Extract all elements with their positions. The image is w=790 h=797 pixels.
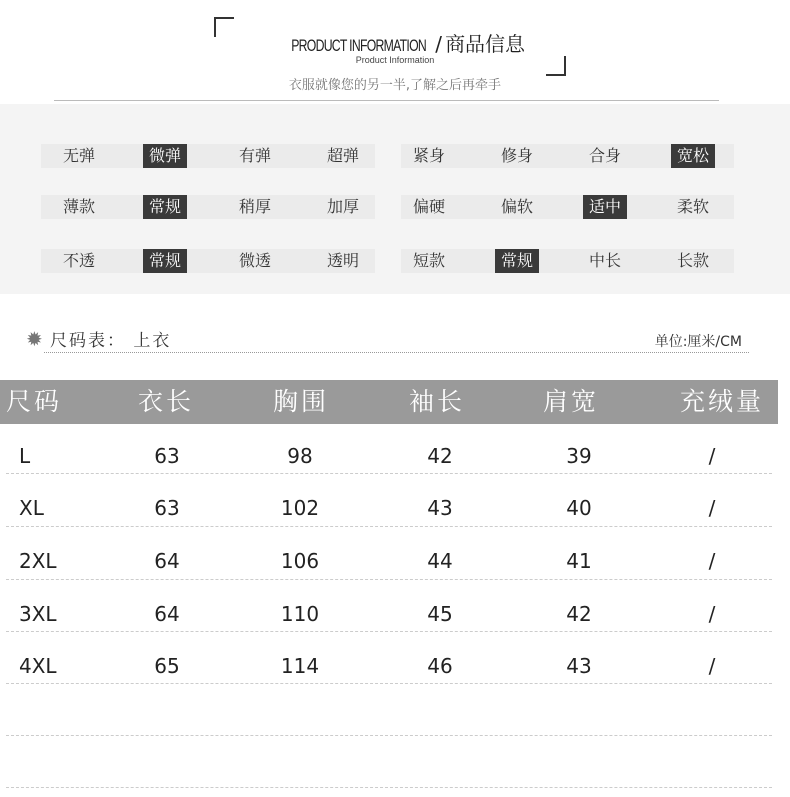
size-chart-title (26, 326, 171, 351)
table-cell: 42 (427, 444, 453, 468)
column-header: 充绒量 (680, 387, 765, 416)
table-row (0, 431, 778, 483)
attribute-option-selected: 常规 (143, 249, 187, 273)
table-cell: XL (19, 496, 44, 520)
attribute-option-selected: 常规 (495, 249, 539, 273)
attribute-option: 超弹 (326, 146, 359, 165)
attribute-option: 紧身 (412, 146, 445, 165)
table-cell: 2XL (19, 549, 57, 573)
row-divider (6, 787, 772, 788)
size-chart-title-text: 尺码表： 上衣 (50, 331, 172, 351)
table-cell: 98 (287, 444, 313, 468)
tagline: 衣服就像您的另一半,了解之后再牵手 (288, 78, 502, 93)
table-cell: 43 (427, 496, 453, 520)
table-cell: 65 (154, 654, 180, 678)
attribute-option: 修身 (500, 146, 533, 165)
table-cell: 41 (566, 549, 592, 573)
row-divider (6, 473, 772, 474)
size-table-header (0, 380, 778, 424)
attribute-panel (0, 104, 790, 294)
product-info-header (0, 0, 790, 120)
table-cell: 114 (280, 654, 320, 678)
column-header: 尺码 (6, 387, 63, 416)
table-cell: 39 (566, 444, 592, 468)
attribute-row (401, 249, 734, 273)
table-cell: 45 (427, 602, 453, 626)
attribute-option-selected: 常规 (143, 195, 187, 219)
attribute-option: 偏硬 (412, 197, 445, 216)
table-cell: L (19, 444, 31, 468)
title-english: PRODUCT INFORMATION (291, 36, 426, 55)
table-cell: 63 (154, 444, 180, 468)
attribute-option: 中长 (588, 251, 621, 270)
table-cell: 44 (427, 549, 453, 573)
row-divider (6, 526, 772, 527)
column-header: 肩宽 (543, 387, 600, 416)
table-cell: 64 (154, 549, 180, 573)
header-divider (54, 100, 719, 101)
attribute-option: 薄款 (62, 197, 95, 216)
row-divider (6, 735, 772, 736)
row-divider (6, 631, 772, 632)
attribute-option: 无弹 (62, 146, 95, 165)
attribute-option: 长款 (676, 251, 709, 270)
table-cell: 64 (154, 602, 180, 626)
table-row (0, 483, 778, 535)
attribute-row (401, 195, 734, 219)
attribute-option: 稍厚 (238, 197, 271, 216)
unit-label: 单位:厘米/CM (654, 334, 742, 350)
attribute-option: 短款 (412, 251, 445, 270)
attribute-option: 柔软 (676, 197, 709, 216)
table-cell: 46 (427, 654, 453, 678)
table-cell: / (708, 444, 716, 468)
table-cell: 43 (566, 654, 592, 678)
table-cell: 3XL (19, 602, 57, 626)
attribute-option: 透明 (326, 251, 359, 270)
attribute-option-selected: 微弹 (143, 144, 187, 168)
attribute-option-selected: 适中 (583, 195, 627, 219)
page-title (0, 28, 790, 57)
attribute-row (41, 144, 375, 168)
table-cell: 63 (154, 496, 180, 520)
dotted-divider (44, 352, 749, 353)
column-header: 胸围 (273, 387, 330, 416)
attribute-option: 微透 (238, 251, 271, 270)
attribute-option: 偏软 (500, 197, 533, 216)
table-cell: 110 (280, 602, 320, 626)
column-header: 衣长 (138, 387, 195, 416)
table-cell: / (708, 496, 716, 520)
table-cell: / (708, 654, 716, 678)
row-divider (6, 579, 772, 580)
row-divider (6, 683, 772, 684)
title-separator: / (435, 32, 442, 56)
table-cell: / (708, 549, 716, 573)
table-cell: 4XL (19, 654, 57, 678)
title-chinese: 商品信息 (445, 32, 526, 56)
attribute-option: 加厚 (326, 197, 359, 216)
attribute-option: 有弹 (238, 146, 271, 165)
column-header: 袖长 (409, 387, 466, 416)
table-cell: / (708, 602, 716, 626)
table-row (0, 641, 778, 693)
attribute-row (41, 195, 375, 219)
table-row (0, 589, 778, 641)
subtitle-english: Product Information (355, 55, 435, 65)
table-cell: 40 (566, 496, 592, 520)
table-cell: 42 (566, 602, 592, 626)
attribute-option-selected: 宽松 (671, 144, 715, 168)
table-cell: 102 (280, 496, 320, 520)
gear-icon: ✹ (26, 327, 43, 351)
attribute-row (41, 249, 375, 273)
table-row (0, 536, 778, 588)
attribute-row (401, 144, 734, 168)
table-cell: 106 (280, 549, 320, 573)
attribute-option: 合身 (588, 146, 621, 165)
attribute-option: 不透 (62, 251, 95, 270)
